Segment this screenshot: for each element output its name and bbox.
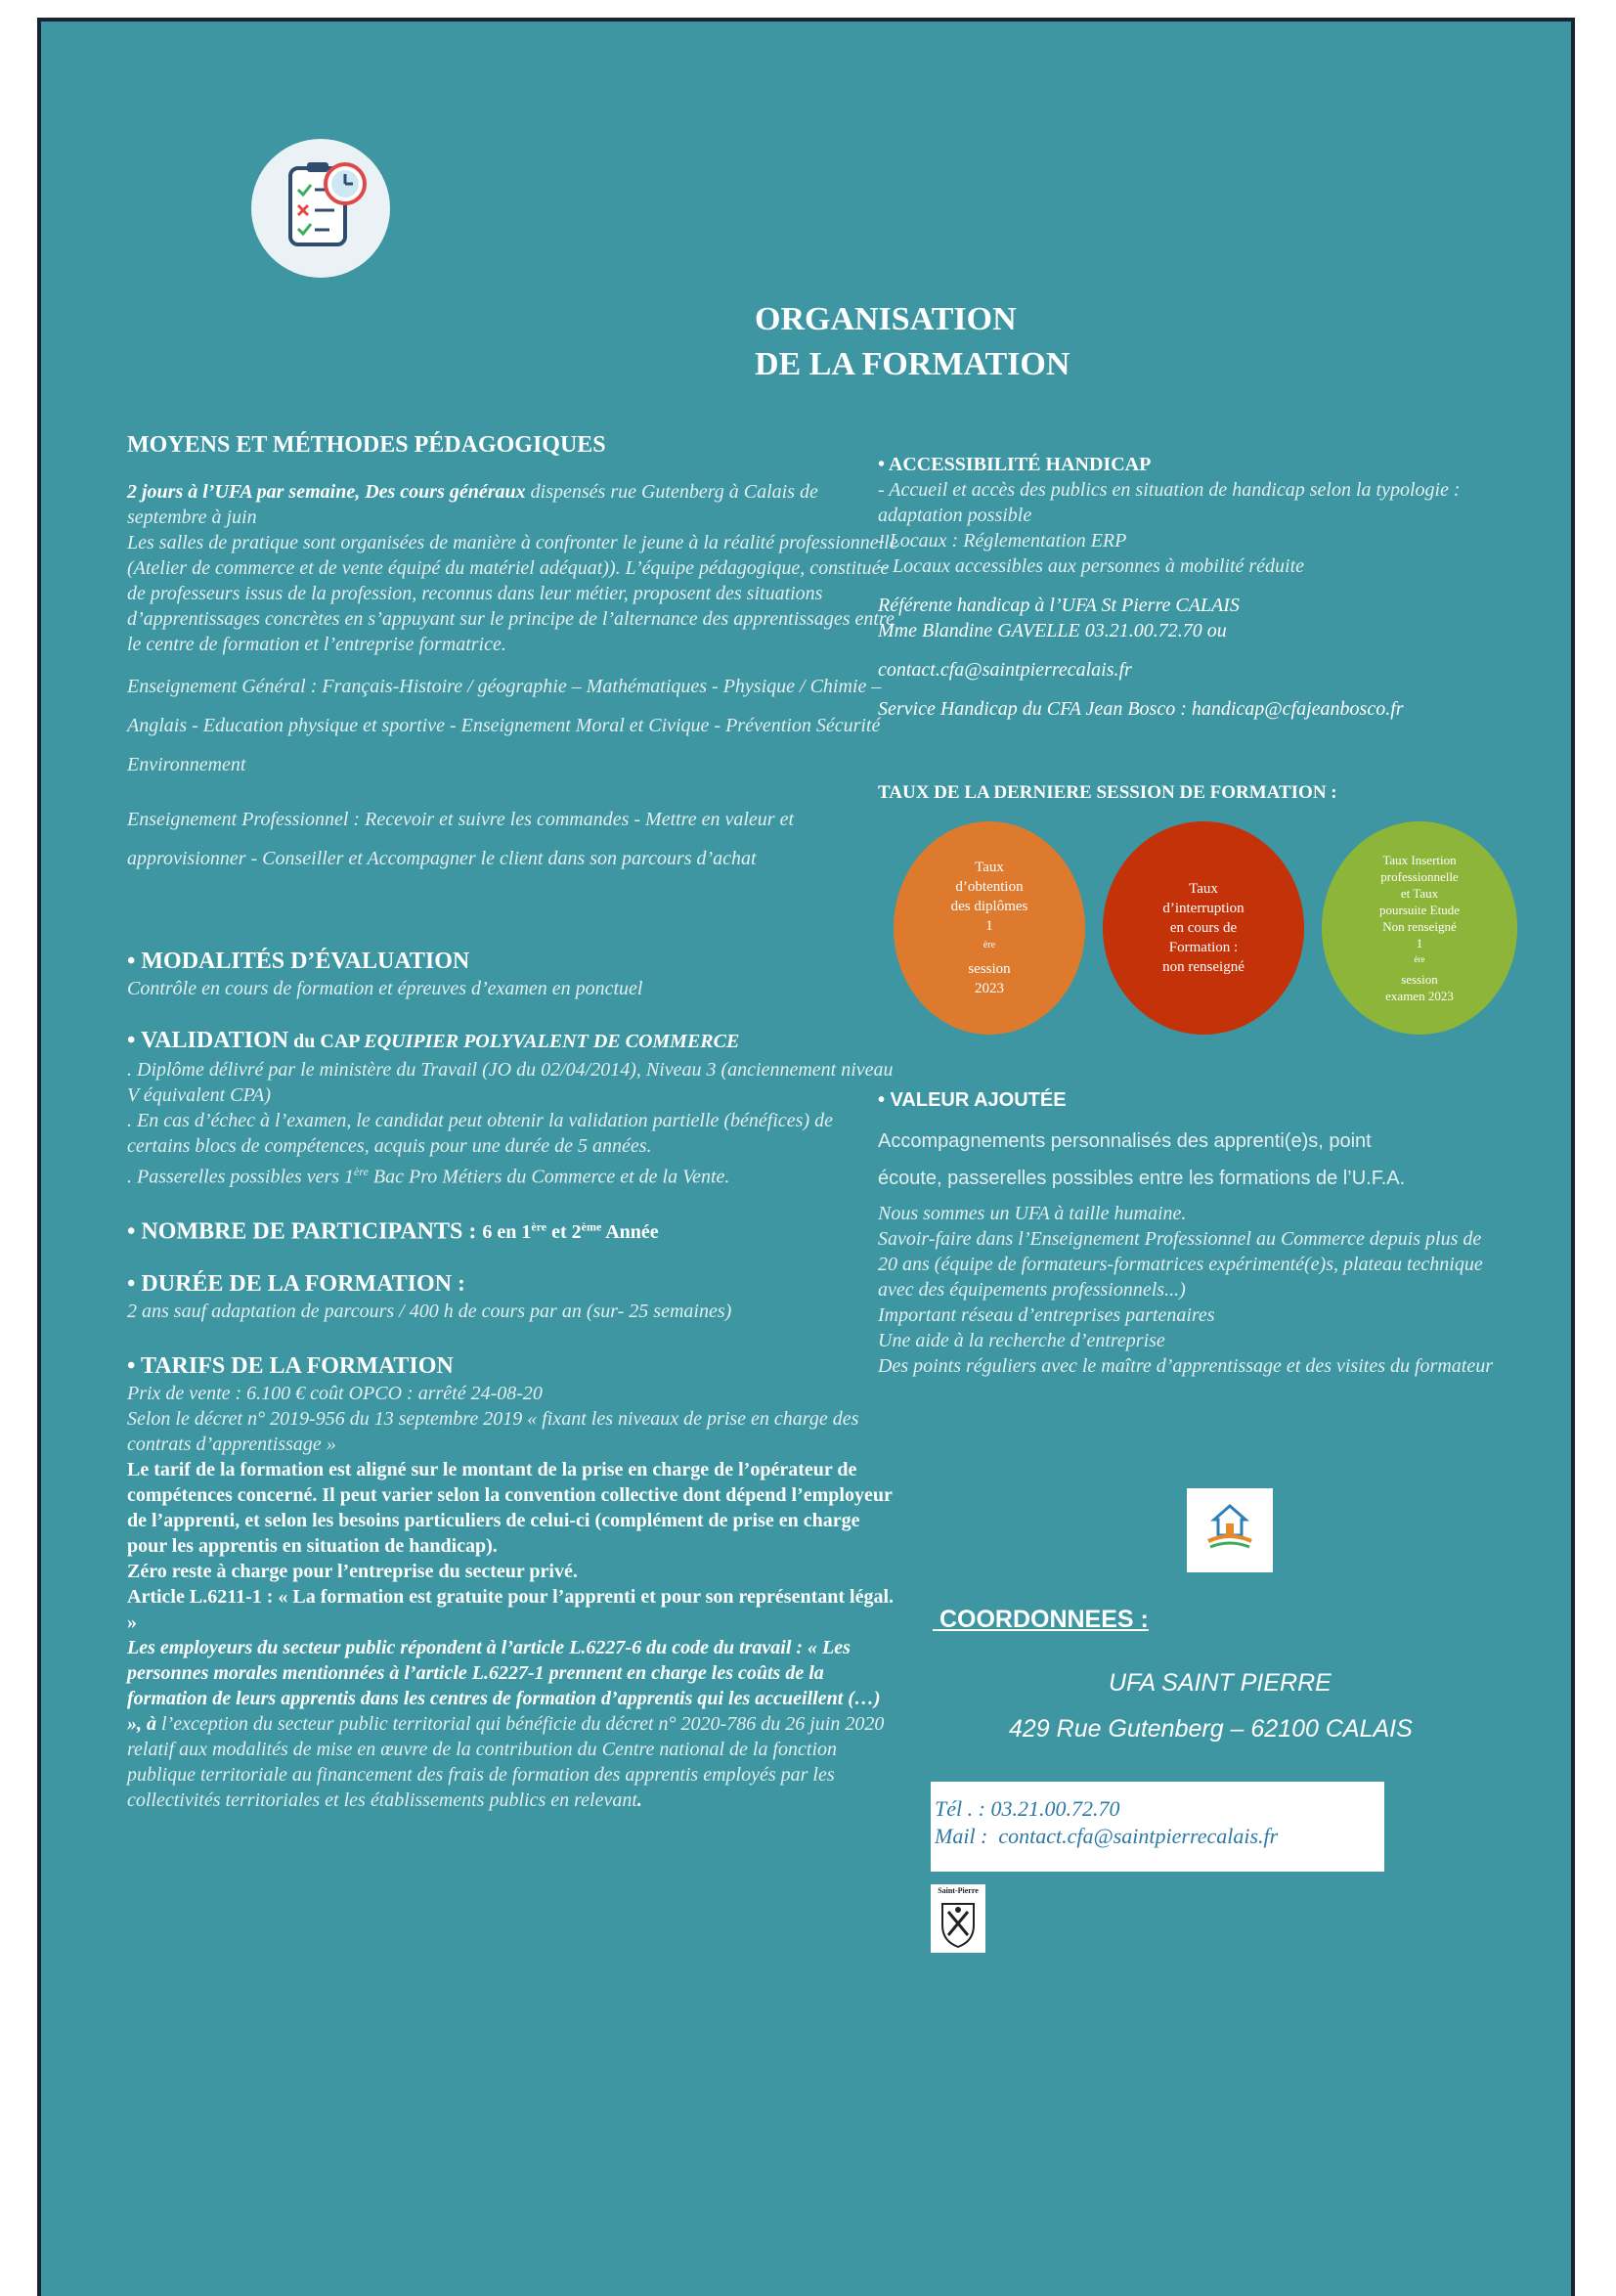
participants-value-a: 6 en 1: [482, 1221, 532, 1244]
tarifs-tail-end: .: [636, 1789, 642, 1812]
taux-circle-obtention: [894, 821, 1085, 1035]
tarifs-bold2: Zéro reste à charge pour l’entreprise du secteur privé.: [127, 1561, 578, 1583]
duree-heading: • DURÉE DE LA FORMATION :: [127, 1271, 465, 1298]
duree-text: 2 ans sauf adaptation de parcours / 400 h de cours par an (sur- 25 semaines): [127, 1301, 732, 1323]
tarifs-bolditalic: Les employeurs du secteur public répondent à l’article L.6227-6 du code du travail : « Les personnes morales mentionnées à l’article L.6227-1 prennent en charge les coûts de la formation de leurs apprentis dans les centres de formation d’apprentis qui les accueillent (…) », à: [127, 1637, 881, 1736]
tarifs-bold1: Le tarif de la formation est aligné sur le montant de la prise en charge de l’opérateur de compétences concerné. Il peut varier selon la convention collective dont dépend l’employeur de l’apprenti, et selon les besoins particuliers de celui-ci (complément de prise en charge pour les apprentis en situation de handicap).: [127, 1459, 893, 1558]
circle3-line3: et Taux: [1400, 885, 1439, 901]
contact-box: [931, 1782, 1384, 1872]
validation-heading: [127, 1025, 899, 1057]
circle2-line4: Formation :: [1168, 940, 1239, 955]
moyens-intro-bold: 2 jours à l’UFA par semaine, Des cours généraux: [127, 481, 526, 503]
taux-heading: TAUX DE LA DERNIERE SESSION DE FORMATION :: [878, 782, 1337, 803]
circle3-line2: professionnelle: [1380, 868, 1459, 884]
circle3-l4: 1: [1416, 935, 1423, 950]
circle1-l4: 1: [985, 918, 993, 934]
participants-sup1: ère: [531, 1219, 547, 1234]
validation-line3-b: Bac Pro Métiers du Commerce et de la Vente.: [368, 1166, 730, 1188]
valeur-item-4: Une aide à la recherche d’entreprise: [878, 1330, 1165, 1351]
accessibilite-heading: • ACCESSIBILITÉ HANDICAP: [878, 454, 1152, 475]
page-title: [755, 297, 1070, 387]
circle3-l4b: session: [1401, 972, 1438, 988]
tarifs-decret: Selon le décret n° 2019-956 du 13 septembre 2019 « fixant les niveaux de prise en charge des contrats d’apprentissage »: [127, 1408, 859, 1456]
circle3-line6: [1379, 935, 1460, 988]
house-logo-icon: [1187, 1488, 1273, 1572]
moyens-general: Enseignement Général : Français-Histoire / géographie – Mathématiques - Physique / Chimie – Anglais - Education physique et sportive - Enseignement Moral et Civique - Prévention Sécurité Environnement: [127, 676, 882, 775]
circle1-line1: Taux: [975, 860, 1004, 875]
moyens-professionnel: Enseignement Professionnel : Recevoir et suivre les commandes - Mettre en valeur et approvisionner - Conseiller et Accompagner le client dans son parcours d’achat: [127, 809, 795, 869]
accessibilite-l3: – Locaux accessibles aux personnes à mobilité réduite: [878, 555, 1305, 577]
valeur-line2: écoute, passerelles possibles entre les formations de l’U.F.A.: [878, 1168, 1406, 1189]
contact-tel: Tél . : 03.21.00.72.70: [935, 1796, 1120, 1821]
circle2-line1: Taux: [1189, 881, 1218, 897]
tarifs-prix: Prix de vente : 6.100 € coût OPCO : arrêté 24-08-20: [127, 1383, 543, 1405]
tarifs-bold3: Article L.6211-1 : « La formation est gratuite pour l’apprenti et pour son représentant légal. »: [127, 1586, 895, 1634]
validation-heading-big: • VALIDATION: [127, 1028, 289, 1053]
participants-value-c: Année: [601, 1221, 659, 1244]
circle3-line4: poursuite Etude: [1379, 902, 1460, 917]
validation-line3-sup: ère: [354, 1165, 369, 1178]
validation-line2: . En cas d’échec à l’examen, le candidat peut obtenir la validation partielle (bénéfices) de certains blocs de compétences, acquis pour une durée de 5 années.: [127, 1110, 833, 1157]
taux-circle-interruption: [1103, 821, 1304, 1035]
validation-line3-a: . Passerelles possibles vers 1: [127, 1166, 355, 1188]
circle2-line3: en cours de: [1169, 920, 1238, 936]
moyens-intro-rest: dispensés rue Gutenberg à Calais de septembre à juin: [127, 481, 818, 528]
checklist-clock-icon: [251, 139, 390, 278]
taux-circle-insertion: [1322, 821, 1517, 1035]
accessibilite-block: [878, 452, 1504, 722]
tarifs-heading: • TARIFS DE LA FORMATION: [127, 1353, 454, 1380]
validation-heading-du: du CAP: [288, 1031, 365, 1052]
valeur-heading: • VALEUR AJOUTÉE: [878, 1089, 1067, 1111]
tarifs-tail: l’exception du secteur public territorial qui bénéficie du décret n° 2020-786 du 26 juin 2020 relatif aux modalités de mise en œuvre de la contribution du Centre national de la fonction publique territoriale au financement des frais de formation des apprentis employés par les collectivités territoriales et les établissements publics en relevant: [127, 1713, 885, 1812]
title-line2: DE LA FORMATION: [755, 346, 1070, 382]
circle3-l4sup: ère: [1414, 953, 1425, 964]
coordonnees-address: 429 Rue Gutenberg – 62100 CALAIS: [1009, 1715, 1413, 1743]
valeur-item-2: Savoir-faire dans l’Enseignement Professionnel au Commerce depuis plus de 20 ans (équipe de formateurs-formatrices expérimenté(e)s, plateau technique avec des équipements professionnels...): [878, 1228, 1483, 1301]
saint-pierre-crest-icon: [931, 1884, 985, 1953]
accessibilite-contact: contact.cfa@saintpierrecalais.fr: [878, 659, 1132, 681]
circle1-line4: [951, 916, 1028, 979]
circle1-line3: des diplômes: [950, 899, 1028, 914]
valeur-line1: Accompagnements personnalisés des apprenti(e)s, point: [878, 1130, 1372, 1152]
valeur-item-1: Nous sommes un UFA à taille humaine.: [878, 1203, 1187, 1224]
title-line1: ORGANISATION: [755, 301, 1017, 337]
validation-heading-cap: EQUIPIER POLYVALENT DE COMMERCE: [364, 1031, 740, 1052]
circle3-line1: Taux Insertion: [1382, 852, 1457, 867]
accessibilite-l2: - Locaux : Réglementation ERP: [878, 530, 1127, 552]
participants-sup2: ème: [581, 1219, 602, 1234]
accessibilite-l1: - Accueil et accès des publics en situation de handicap selon la typologie : adaptation possible: [878, 479, 1461, 526]
coordonnees-name: UFA SAINT PIERRE: [1109, 1669, 1332, 1697]
valeur-block: [878, 1087, 1504, 1379]
participants-value: [482, 1221, 658, 1243]
circle1-l4b: session: [968, 961, 1011, 977]
circle1-l4sup: ère: [983, 940, 996, 950]
circle2-line2: d’interruption: [1162, 901, 1245, 916]
participants-label: • NOMBRE DE PARTICIPANTS :: [127, 1218, 483, 1245]
circle1-line5: 2023: [975, 981, 1004, 996]
validation-line3: [127, 1159, 899, 1190]
valeur-item-5: Des points réguliers avec le maître d’apprentissage et des visites du formateur: [878, 1355, 1493, 1377]
validation-line1: . Diplôme délivré par le ministère du Travail (JO du 02/04/2014), Niveau 3 (anciennement niveau V équivalent CPA): [127, 1059, 894, 1106]
crest-label: Saint-Pierre: [938, 1886, 979, 1895]
accessibilite-ref2: Mme Blandine GAVELLE 03.21.00.72.70 ou: [878, 620, 1227, 641]
tarifs-public: [127, 1635, 899, 1813]
accessibilite-service: Service Handicap du CFA Jean Bosco : handicap@cfajeanbosco.fr: [878, 698, 1404, 720]
participants-value-b: et 2: [546, 1221, 582, 1244]
moyens-heading: MOYENS ET MÉTHODES PÉDAGOGIQUES: [127, 432, 606, 458]
circle3-line5: Non renseigné: [1382, 918, 1457, 934]
modalites-heading: • MODALITÉS D’ÉVALUATION: [127, 949, 470, 974]
valeur-item-3: Important réseau d’entreprises partenaires: [878, 1304, 1215, 1326]
circle3-line7: examen 2023: [1385, 989, 1454, 1004]
moyens-para: Les salles de pratique sont organisées de manière à confronter le jeune à la réalité professionnelle (Atelier de commerce et de vente équipé du matériel adéquat)). L’équipe pédagogique, constituée de professeurs issus de la profession, reconnus dans leur métier, proposent des situations d’apprentissages concrètes en s’appuyant sur le principe de l’alternance des apprentissages entre le centre de formation et l’entreprise formatrice.: [127, 532, 898, 655]
page-panel: [37, 18, 1575, 2296]
contact-mail: Mail : contact.cfa@saintpierrecalais.fr: [935, 1824, 1279, 1848]
modalites-text: Contrôle en cours de formation et épreuves d’examen en ponctuel: [127, 978, 643, 999]
left-column: [127, 430, 899, 1813]
circle2-line5: non renseigné: [1162, 959, 1245, 975]
participants-heading: [127, 1212, 899, 1249]
accessibilite-ref1: Référente handicap à l’UFA St Pierre CALAIS: [878, 595, 1240, 616]
moyens-intro: [127, 479, 899, 530]
circle1-line2: d’obtention: [955, 879, 1024, 895]
coordonnees-heading: COORDONNEES :: [933, 1606, 1149, 1633]
